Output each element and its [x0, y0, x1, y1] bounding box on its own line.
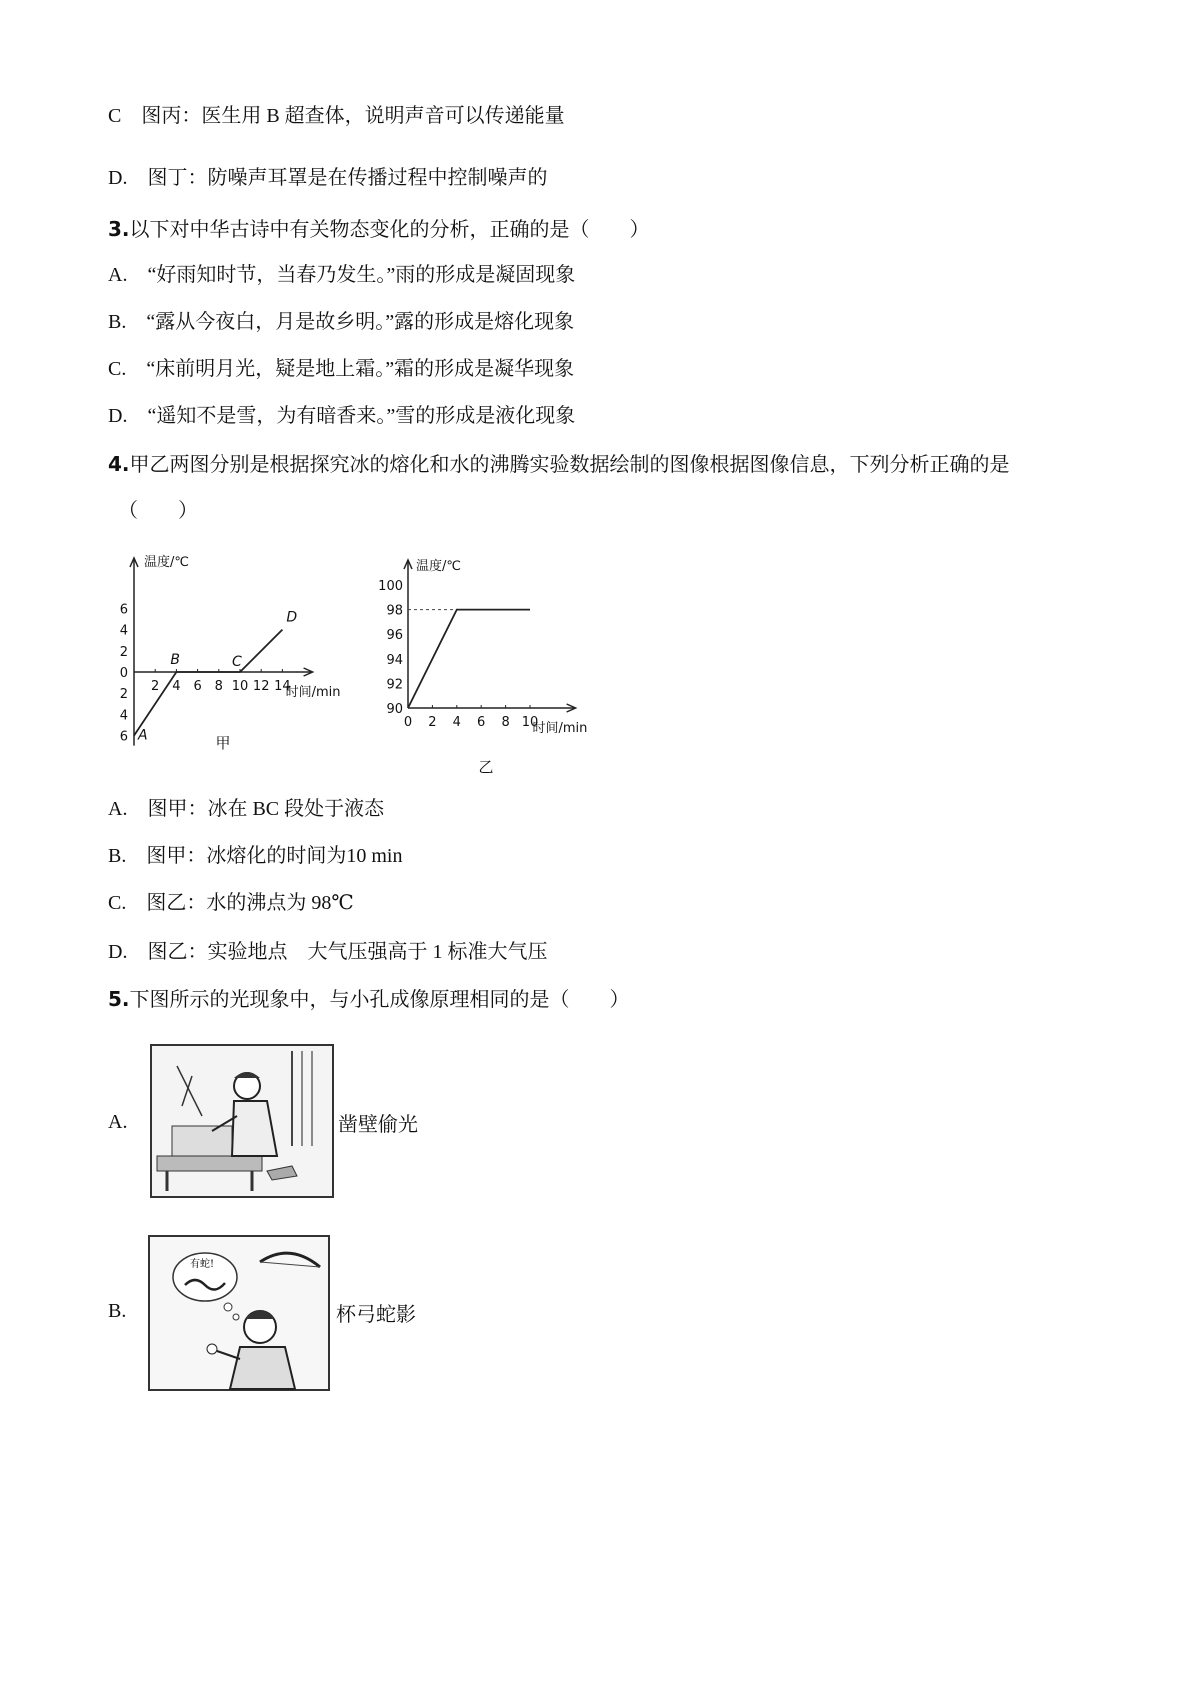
graph-jia — [118, 540, 398, 780]
y-tick-label: 6 — [119, 729, 128, 745]
x-tick-label: 8 — [214, 679, 223, 694]
y-tick-label: 4 — [119, 623, 128, 639]
point-label-b: B — [170, 652, 181, 668]
q5-option-a-label: 凿壁偷光 — [338, 1112, 418, 1136]
q5-number: 5. — [108, 987, 130, 1011]
x-axis-label: 时间/min — [532, 721, 588, 736]
q5-option-b-image — [148, 1235, 330, 1391]
q4-text: 甲乙两图分别是根据探究冰的熔化和水的沸腾实验数据绘制的图像根据图像信息，下列分析正确的是 — [129, 452, 1010, 476]
q5-text: 下图所示的光现象中，与小孔成像原理相同的是（ ） — [129, 987, 630, 1011]
y-tick-label: 4 — [119, 708, 128, 724]
y-tick-label: 2 — [119, 687, 128, 703]
y-tick-label: 2 — [119, 644, 128, 660]
y-tick-label: 6 — [119, 602, 128, 618]
x-tick-label: 2 — [428, 715, 437, 730]
y-tick-label: 94 — [386, 652, 403, 668]
chiseling-wall-illustration — [152, 1046, 332, 1196]
water-boiling-line — [408, 610, 530, 708]
q4-option-b: B. 图甲：冰熔化的时间为10 min — [108, 845, 403, 867]
y-tick-label: 98 — [386, 603, 403, 619]
q4-number: 4. — [108, 452, 130, 476]
x-tick-label: 10 — [521, 715, 539, 730]
q3-option-b: B. “露从今夜白，月是故乡明。”露的形成是熔化现象 — [108, 311, 575, 333]
q3-option-a: A. “好雨知时节，当春乃发生。”雨的形成是凝固现象 — [108, 264, 576, 286]
point-label-c: C — [232, 654, 242, 670]
q3-option-c: C. “床前明月光，疑是地上霜。”霜的形成是凝华现象 — [108, 358, 575, 380]
y-axis-label: 温度/℃ — [416, 559, 461, 574]
q4-option-d: D. 图乙：实验地点 大气压强高于 1 标准大气压 — [108, 941, 548, 963]
x-tick-label: 6 — [477, 715, 486, 730]
x-tick-label: 0 — [403, 715, 413, 730]
q4-option-c: C. 图乙：水的沸点为 98℃ — [108, 892, 354, 914]
graph-yi — [378, 540, 650, 780]
q5-option-a-image — [150, 1044, 334, 1198]
q5-option-a-letter: A. — [108, 1111, 128, 1133]
x-tick-label: 4 — [452, 715, 461, 730]
graph-caption: 乙 — [478, 758, 494, 776]
y-tick-label: 0 — [119, 666, 128, 681]
q2-option-c: C 图丙：医生用 B 超查体，说明声音可以传递能量 — [108, 105, 565, 127]
speech-bubble-text: 有蛇! — [190, 1259, 215, 1270]
q4-stem — [108, 451, 1010, 477]
q3-number: 3. — [108, 217, 130, 241]
point-label-d: D — [286, 609, 298, 626]
bow-shadow-illustration — [150, 1237, 328, 1389]
y-tick-label: 92 — [386, 677, 403, 693]
x-tick-label: 10 — [231, 679, 249, 694]
x-tick-label: 12 — [252, 679, 270, 694]
q2-option-d: D. 图丁：防噪声耳罩是在传播过程中控制噪声的 — [108, 167, 548, 189]
q3-option-d: D. “遥知不是雪，为有暗香来。”雪的形成是液化现象 — [108, 405, 576, 427]
point-label-a: A — [138, 727, 148, 744]
x-tick-label: 8 — [501, 715, 510, 730]
q4-option-a: A. 图甲：冰在 BC 段处于液态 — [108, 798, 385, 820]
y-tick-label: 90 — [386, 702, 403, 717]
q3-text: 以下对中华古诗中有关物态变化的分析，正确的是（ ） — [129, 217, 650, 241]
y-tick-label: 96 — [386, 628, 403, 644]
y-axis-label: 温度/℃ — [144, 555, 189, 570]
x-tick-label: 4 — [172, 679, 181, 694]
q5-option-b-label: 杯弓蛇影 — [336, 1302, 416, 1326]
q3-stem — [108, 216, 650, 242]
y-tick-label: 100 — [378, 579, 403, 594]
x-tick-label: 2 — [151, 679, 160, 694]
x-tick-label: 6 — [193, 679, 202, 694]
q5-stem — [108, 986, 630, 1012]
x-axis-label: 时间/min — [285, 685, 341, 700]
q4-stem-continued: （ ） — [118, 498, 198, 522]
q5-option-b-letter: B. — [108, 1300, 127, 1322]
graph-caption: 甲 — [215, 734, 231, 752]
x-tick-label: 14 — [274, 679, 291, 694]
